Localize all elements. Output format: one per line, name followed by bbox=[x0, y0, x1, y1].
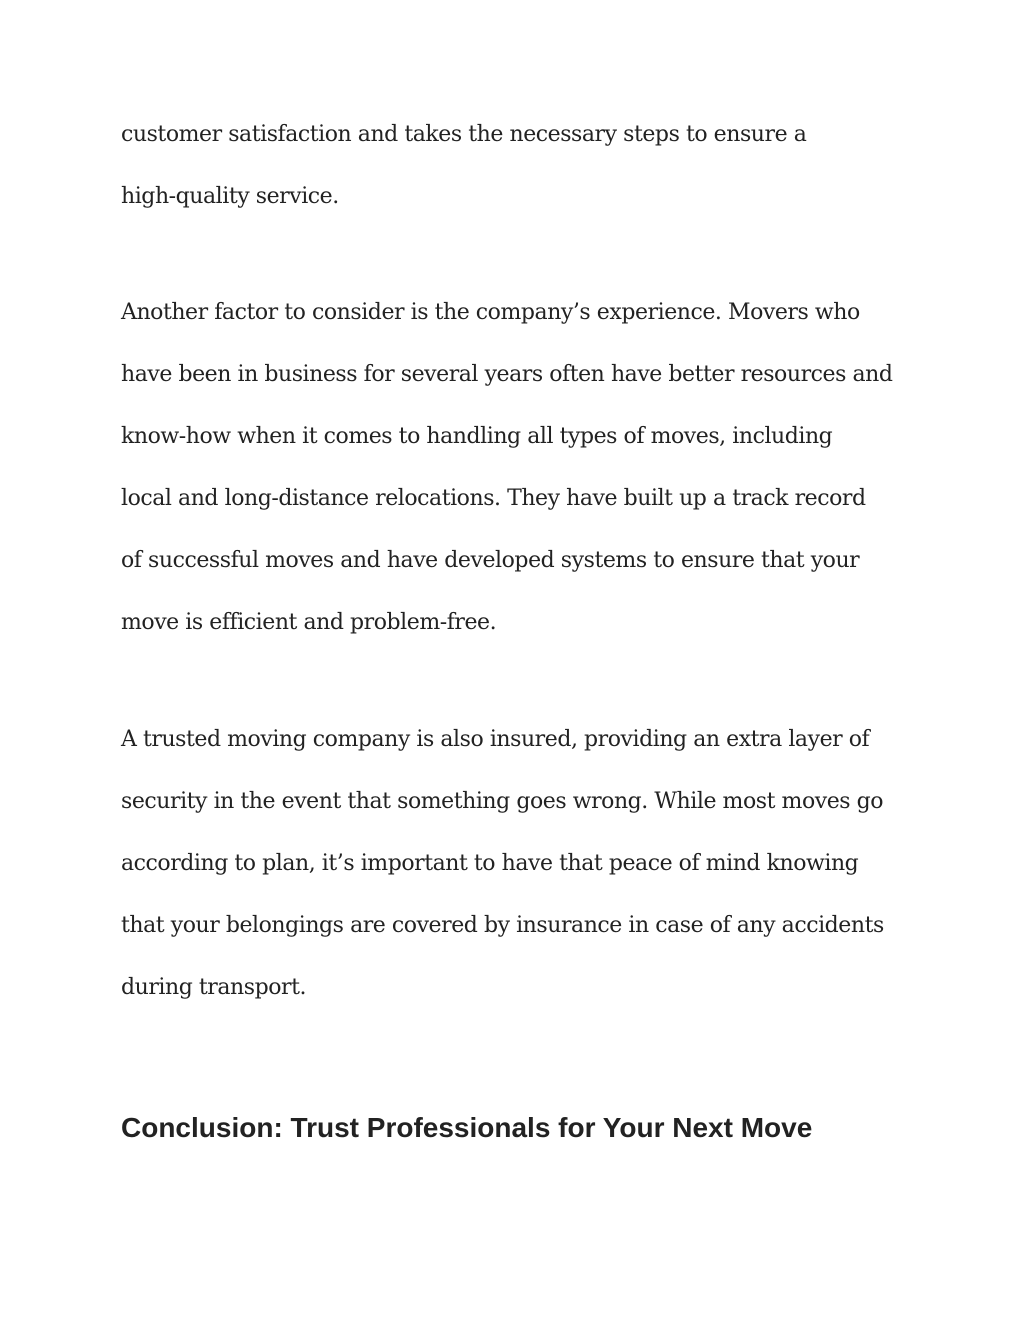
paragraph-line: that your belongings are covered by insurance in case of any accidents bbox=[121, 913, 884, 938]
paragraph-line: during transport. bbox=[121, 975, 307, 1000]
paragraph-line: Another factor to consider is the company’s experience. Movers who bbox=[121, 300, 860, 325]
paragraph-line: know-how when it comes to handling all types of moves, including bbox=[121, 424, 833, 449]
paragraph-line: have been in business for several years often have better resources and bbox=[121, 362, 893, 387]
paragraph-line: local and long-distance relocations. They have built up a track record bbox=[121, 486, 866, 511]
paragraph-line: A trusted moving company is also insured, providing an extra layer of bbox=[121, 727, 870, 752]
paragraph-line: high-quality service. bbox=[121, 184, 339, 209]
paragraph-line: according to plan, it’s important to have that peace of mind knowing bbox=[121, 851, 859, 876]
paragraph-line: security in the event that something goes wrong. While most moves go bbox=[121, 789, 884, 814]
paragraph-line: move is efficient and problem-free. bbox=[121, 610, 497, 635]
paragraph-line: customer satisfaction and takes the necessary steps to ensure a bbox=[121, 122, 807, 147]
section-heading-conclusion: Conclusion: Trust Professionals for Your Next Move bbox=[121, 1112, 813, 1143]
paragraph-line: of successful moves and have developed systems to ensure that your bbox=[121, 548, 860, 573]
